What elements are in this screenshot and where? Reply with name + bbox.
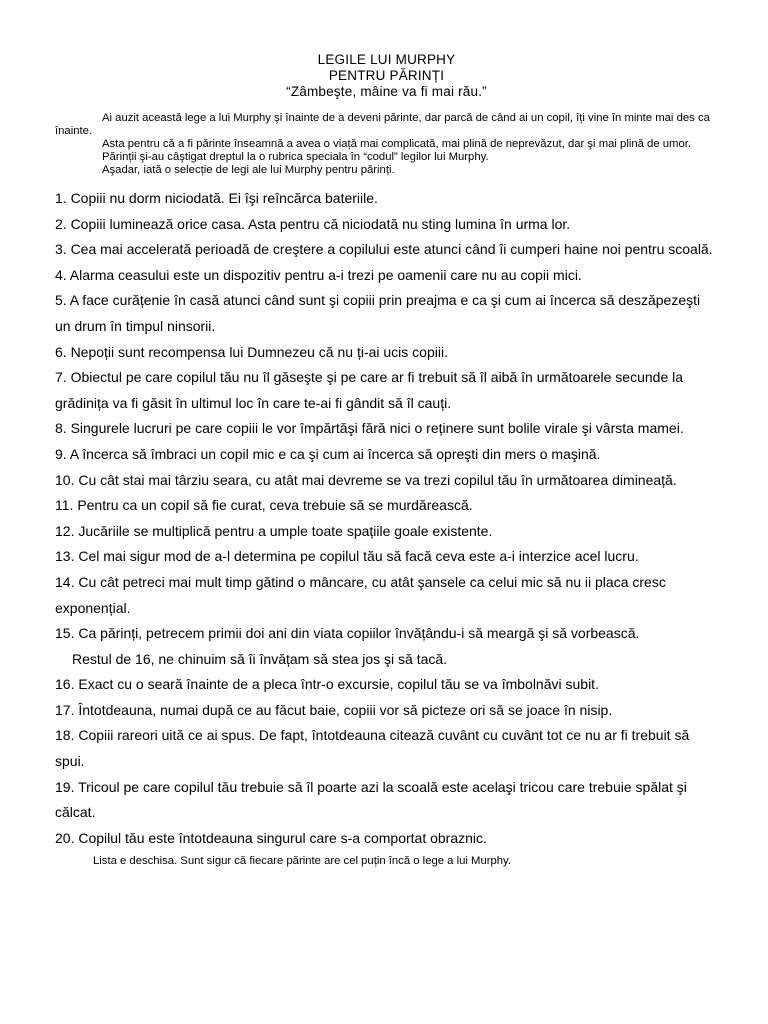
law-15-line1: 15. Ca părinți, petrecem primii doi ani din viata copiilor învățându-i să meargă şi să vorbească. <box>55 625 640 642</box>
law-item: 6. Nepoții sunt recompensa lui Dumnezeu că nu ți-ai ucis copiii. <box>55 343 448 360</box>
document-motto: “Zâmbeşte, mâine va fi mai rău.” <box>286 84 487 99</box>
law-item: 5. A face curățenie în casă atunci când sunt şi copiii prin preajma e ca şi cum ai încerca să deszăpezeşti un drum în timpul ninsorii. <box>55 292 701 334</box>
law-item: 3. Cea mai accelerată perioadă de creştere a copilului este atunci când îi cumperi haine noi pentru scoală. <box>55 241 713 258</box>
intro-section <box>55 112 718 177</box>
law-item: 2. Copiii luminează orice casa. Asta pentru că niciodată nu sting lumina în urma lor. <box>55 215 571 232</box>
law-item: 8. Singurele lucruri pe care copiii le vor împărtăşi fără nici o reținere sunt bolile virale şi vârsta mamei. <box>55 420 684 437</box>
law-item: 17. Întotdeauna, numai după ce au făcut baie, copiii vor să picteze ori să se joace în nisip. <box>55 701 613 718</box>
law-item: 11. Pentru ca un copil să fie curat, ceva trebuie să se murdărească. <box>55 497 473 514</box>
law-item: 19. Tricoul pe care copilul tău trebuie să îl poarte azi la scoală este acelaşi tricou care trebuie spălat şi călcat. <box>55 778 687 821</box>
document-subtitle: PENTRU PĂRINȚI <box>328 68 445 83</box>
law-item: 1. Copiii nu dorm niciodată. Ei îşi reîncărca bateriile. <box>55 190 378 206</box>
law-item: 12. Jucăriile se multiplică pentru a umple toate spațiile goale existente. <box>55 522 493 539</box>
document-title: LEGILE LUI MURPHY <box>317 52 456 67</box>
intro-paragraph: Părinții şi-au câştigat dreptul la o rubrica speciala în “codul” legilor lui Murphy. <box>102 151 489 163</box>
law-item: 9. A încerca să îmbraci un copil mic e ca şi cum ai încerca să opreşti din mers o maşină. <box>55 445 601 462</box>
law-item: 14. Cu cât petreci mai mult timp gătind o mâncare, cu atât şansele ca celui mic să nu ii placa cresc exponențial. <box>55 573 666 616</box>
intro-paragraph: Aşadar, iată o selecție de legi ale lui Murphy pentru părinți. <box>102 164 395 176</box>
law-item: 13. Cel mai sigur mod de a-l determina pe copilul tău să facă ceva este a-i interzice acel lucru. <box>55 548 639 565</box>
law-item: 10. Cu cât stai mai târziu seara, cu atât mai devreme se va trezi copilul tău în următoarea dimineață. <box>55 471 677 488</box>
closing-note: Lista e deschisa. Sunt sigur că fiecare părinte are cel puțin încă o lege a lui Murphy. <box>93 855 512 868</box>
law-item: 16. Exact cu o seară înainte de a pleca într-o excursie, copilul tău se va îmbolnăvi subit. <box>55 676 599 693</box>
laws-list <box>55 186 718 851</box>
intro-paragraph: Asta pentru că a fi părinte înseamnă a avea o viață mai complicată, mai plină de neprevăzut, dar şi mai plină de umor. <box>102 138 692 150</box>
law-item-15 <box>55 621 718 672</box>
law-item: 7. Obiectul pe care copilul tău nu îl găseşte şi pe care ar fi trebuit să îl aibă în următoarele secunde la grădinița va fi găsit în ultimul loc în care te-ai fi gândit să îl cauți. <box>55 369 684 411</box>
law-item: 18. Copiii rareori uită ce ai spus. De fapt, întotdeauna citează cuvânt cu cuvânt tot ce nu ar fi trebuit să spui. <box>55 727 690 770</box>
law-item: 4. Alarma ceasului este un dispozitiv pentru a-i trezi pe oamenii care nu au copii mici. <box>55 266 582 283</box>
law-15-line2: Restul de 16, ne chinuim să îi învățam să stea jos şi să tacă. <box>72 650 448 667</box>
title-block <box>55 52 718 100</box>
law-item: 20. Copilul tău este întotdeauna singurul care s-a comportat obraznic. <box>55 829 487 846</box>
intro-paragraph: Ai auzit această lege a lui Murphy şi înainte de a deveni părinte, dar parcă de când ai un copil, îți vine în minte mai des ca înainte. <box>55 112 710 137</box>
